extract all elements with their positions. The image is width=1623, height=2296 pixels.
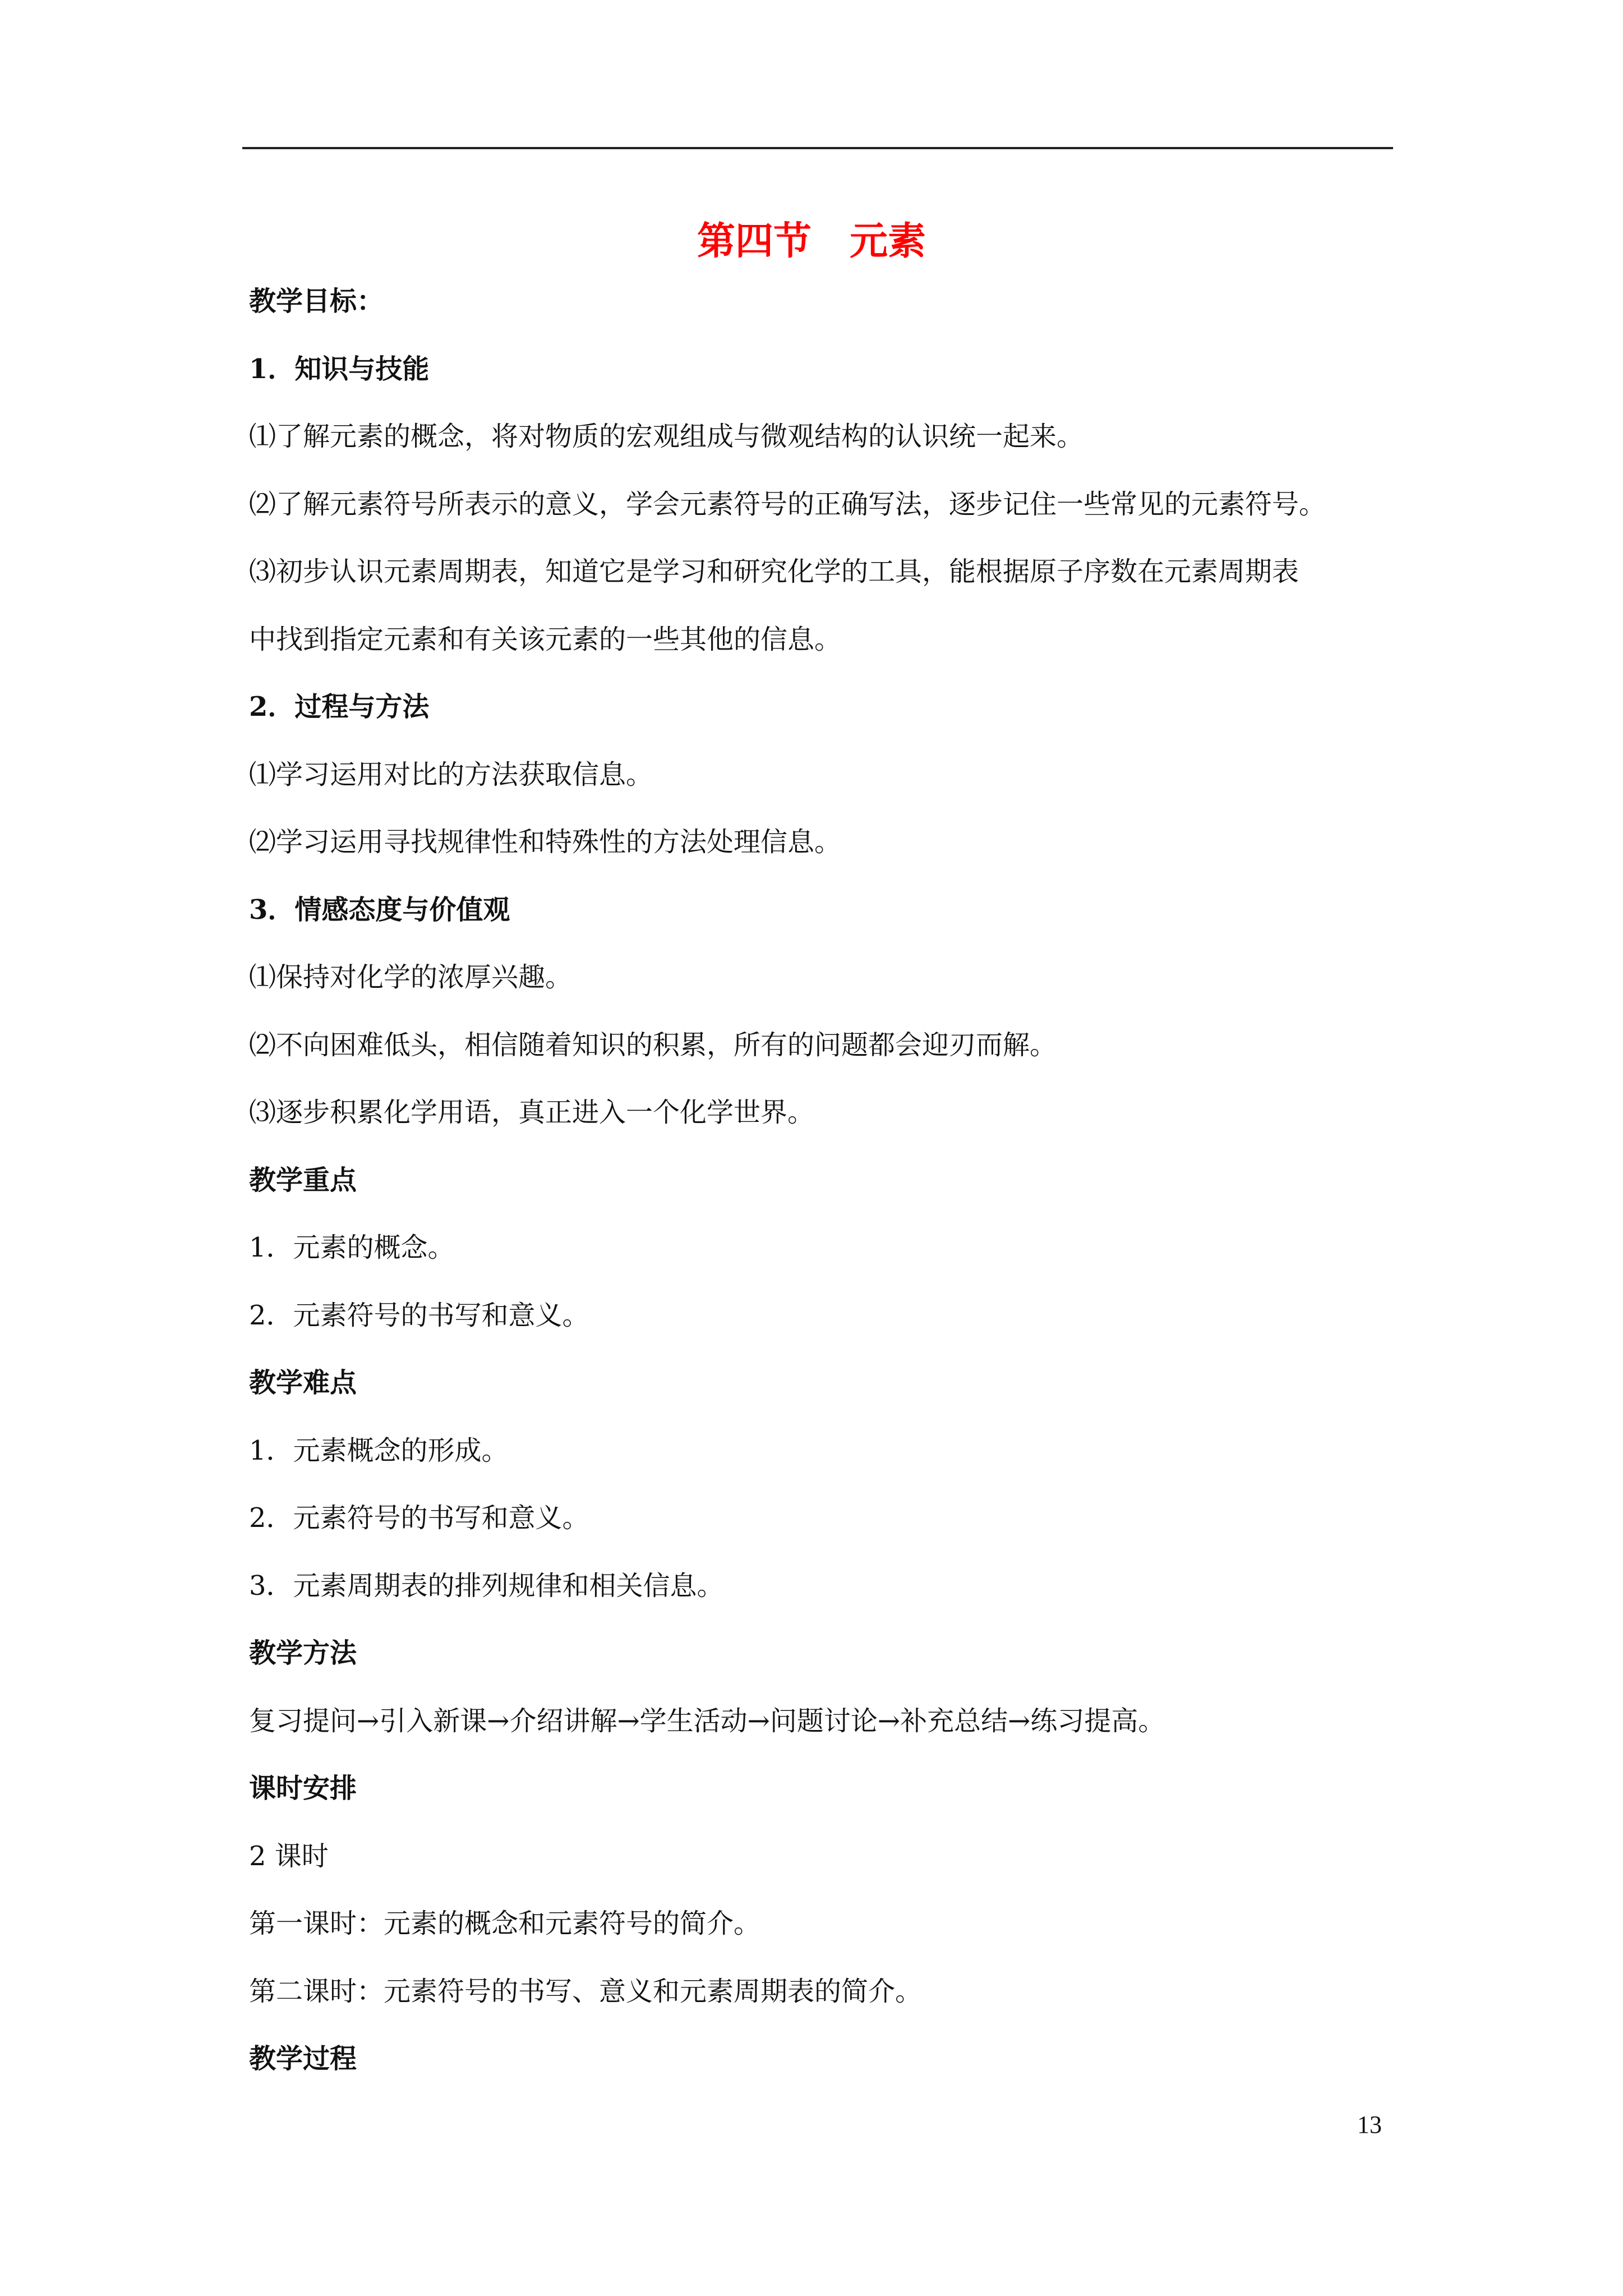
body-text-line: 1．元素的概念。 [249,1232,455,1263]
section-heading: 教学目标： [249,286,384,317]
body-text-line: 中找到指定元素和有关该元素的一些其他的信息。 [249,624,842,655]
body-text-line: ⑶逐步积累化学用语，真正进入一个化学世界。 [249,1097,815,1128]
body-text-line: ⑴保持对化学的浓厚兴趣。 [249,961,573,993]
body-text-line: ⑴了解元素的概念，将对物质的宏观组成与微观结构的认识统一起来。 [249,421,1084,452]
section-heading: 2．过程与方法 [249,691,430,723]
section-heading: 教学难点 [249,1367,357,1398]
body-text-line: 2．元素符号的书写和意义。 [249,1300,589,1331]
page-number: 13 [1357,2111,1382,2138]
header-rule [242,147,1393,149]
section-heading: 教学方法 [249,1637,357,1669]
section-heading: 课时安排 [249,1773,357,1804]
body-text-line: ⑵了解元素符号所表示的意义，学会元素符号的正确写法，逐步记住一些常见的元素符号。 [249,489,1326,520]
body-text-line: ⑵学习运用寻找规律性和特殊性的方法处理信息。 [249,826,842,858]
section-heading: 教学重点 [249,1165,357,1196]
body-text-line: 复习提问→引入新课→介绍讲解→学生活动→问题讨论→补充总结→练习提高。 [249,1705,1165,1737]
body-text-line: ⑴学习运用对比的方法获取信息。 [249,759,653,790]
body-text-line: ⑶初步认识元素周期表，知道它是学习和研究化学的工具，能根据原子序数在元素周期表 [249,556,1299,587]
page-title: 第四节 元素 [697,219,926,264]
section-heading: 3．情感态度与价值观 [249,894,510,926]
body-text-line: ⑵不向困难低头，相信随着知识的积累，所有的问题都会迎刃而解。 [249,1029,1057,1061]
body-text-line: 2．元素符号的书写和意义。 [249,1502,589,1534]
body-text-line: 2 课时 [249,1841,329,1872]
body-text-line: 第一课时：元素的概念和元素符号的简介。 [249,1908,761,1939]
body-text-line: 1．元素概念的形成。 [249,1435,509,1466]
section-heading: 1．知识与技能 [249,353,430,385]
body-text-line: 第二课时：元素符号的书写、意义和元素周期表的简介。 [249,1976,923,2007]
body-text-line: 3．元素周期表的排列规律和相关信息。 [249,1570,724,1602]
section-heading: 教学过程 [249,2043,357,2074]
